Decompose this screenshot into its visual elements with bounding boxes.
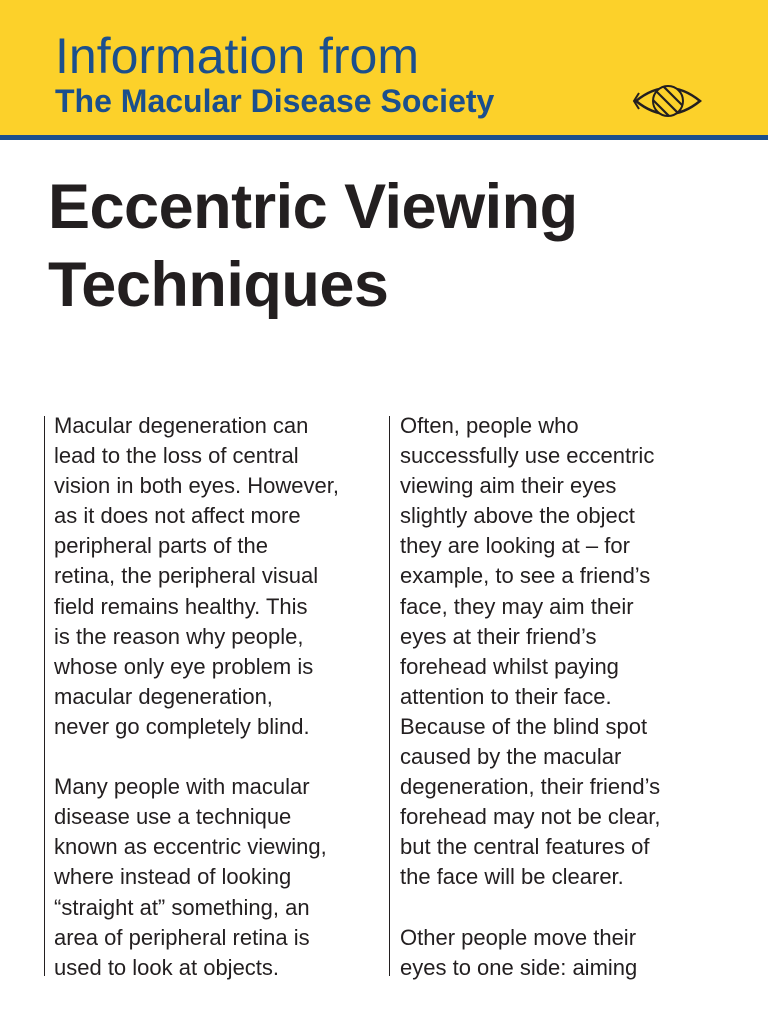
text-line: where instead of looking xyxy=(54,864,292,890)
text-line: caused by the macular xyxy=(400,744,622,770)
text-line: but the central features of xyxy=(400,834,650,860)
header-society-name: The Macular Disease Society xyxy=(55,83,495,119)
text-line: as it does not affect more xyxy=(54,503,301,529)
text-line: forehead may not be clear, xyxy=(400,804,661,830)
title-line: Eccentric Viewing xyxy=(48,172,578,242)
text-line: the face will be clearer. xyxy=(400,864,624,890)
text-line: lead to the loss of central xyxy=(54,443,299,469)
header-banner xyxy=(0,0,768,135)
left-column-rule xyxy=(44,416,45,976)
text-line: successfully use eccentric xyxy=(400,443,655,469)
text-line: Often, people who xyxy=(400,413,579,438)
text-line: degeneration, their friend’s xyxy=(400,774,661,800)
text-line: forehead whilst paying xyxy=(400,653,619,679)
text-line: area of peripheral retina is xyxy=(54,924,310,950)
text-line: whose only eye problem is xyxy=(54,653,314,679)
text-line: macular degeneration, xyxy=(54,683,273,709)
text-line: slightly above the object xyxy=(400,503,635,529)
text-line: eyes at their friend’s xyxy=(400,623,597,649)
text-line: field remains healthy. This xyxy=(54,593,308,619)
text-line: Because of the blind spot xyxy=(400,713,648,739)
text-line: vision in both eyes. However, xyxy=(54,473,339,499)
right-column xyxy=(400,411,768,1013)
text-line: Many people with macular xyxy=(54,774,310,800)
paragraph xyxy=(54,411,384,742)
text-line: known as eccentric viewing, xyxy=(54,834,327,860)
left-column xyxy=(54,411,384,1013)
paragraph xyxy=(400,411,768,893)
text-line: Other people move their xyxy=(400,924,637,950)
text-line: eyes to one side: aiming xyxy=(400,954,638,980)
right-column-rule xyxy=(389,416,390,976)
text-line: face, they may aim their xyxy=(400,593,634,619)
paragraph xyxy=(400,923,768,983)
page-title xyxy=(48,168,748,324)
text-line: “straight at” something, an xyxy=(54,894,310,920)
text-line: example, to see a friend’s xyxy=(400,563,651,589)
text-line: Macular degeneration can xyxy=(54,413,309,438)
text-line: used to look at objects. xyxy=(54,954,280,980)
text-line: is the reason why people, xyxy=(54,623,304,649)
text-line: peripheral parts of the xyxy=(54,533,269,559)
text-line: attention to their face. xyxy=(400,683,612,709)
text-line: never go completely blind. xyxy=(54,713,310,739)
text-line: retina, the peripheral visual xyxy=(54,563,319,589)
paragraph xyxy=(54,772,384,983)
text-line: disease use a technique xyxy=(54,804,292,830)
eye-icon xyxy=(632,81,704,121)
text-line: viewing aim their eyes xyxy=(400,473,617,499)
title-line: Techniques xyxy=(48,250,389,320)
text-line: they are looking at – for xyxy=(400,533,630,559)
header-information-from: Information from xyxy=(55,28,420,84)
header-divider xyxy=(0,135,768,140)
